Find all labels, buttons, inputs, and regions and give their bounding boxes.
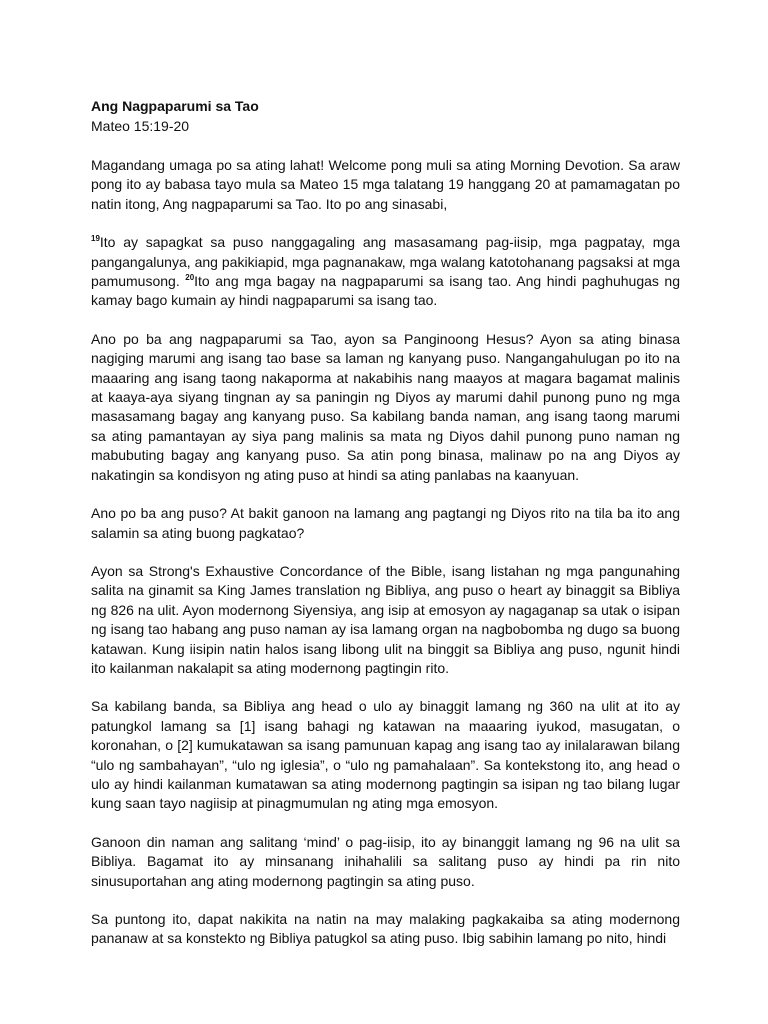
document-title: Ang Nagpaparumi sa Tao [91,98,259,114]
paragraph-question: Ano po ba ang puso? At bakit ganoon na lamang ang pagtangi ng Diyos rito na tila ba ito ang salamin sa ating buong pagkatao? [91,505,680,541]
paragraph-head: Sa kabilang banda, sa Bibliya ang head o ulo ay binaggit lamang ng 360 na ulit at ito ay patungkol lamang sa [1] isang bahagi ng katawan na maaaring iyukod, masugatan, o koronahan, o [2] kumukatawan sa isang pamunuan kapag ang isang tao ay inilalarawan bilang “ulo ng sambahayan”, “ulo ng iglesia”, o “ulo ng pamahalaan”. Sa kontekstong ito, ang head o ulo ay hindi kailanman kumatawan sa ating modernong pagtingin sa isipan ng tao bilang lugar kung saan tayo nagiisip at pinagmumulan ng ating mga emosyon. [91,698,680,812]
verse-20-text: Ito ang mga bagay na nagpaparumi sa isang tao. Ang hindi paghuhugas ng kamay bago kumain ay hindi nagpaparumi sa isang tao. [91,273,681,309]
scripture-reference: Mateo 15:19-20 [91,118,190,134]
paragraph-conclusion: Sa puntong ito, dapat nakikita na natin na may malaking pagkakaiba sa ating modernong pananaw at sa konstekto ng Bibliya patugkol sa ating puso. Ibig sabihin lamang po nito, hindi [91,911,680,947]
paragraph-explanation: Ano po ba ang nagpaparumi sa Tao, ayon sa Panginoong Hesus? Ayon sa ating binasa nagiging marumi ang isang tao base sa laman ng kanyang puso. Nangangahulugan po ito na maaaring ang isang taong nakaporma at nakabihis nang maayos at magara bagamat malinis at kaaya-aya siyang tingnan ay sa paningin ng Diyos ay marumi dahil punong puno ng mga masasamang bagay ang kanyang puso. Sa kabilang banda naman, ang isang taong marumi sa ating pamantayan ay siya pang malinis sa mata ng Diyos dahil punong puno naman ng mabubuting bagay ang kanyang puso. Sa atin pong binasa, malinaw po na ang Diyos ay nakatingin sa kondisyon ng ating puso at hindi sa ating panlabas na kaanyuan. [91,330,680,483]
verse-number-20: 20 [185,273,195,283]
verse-number-19: 19 [91,234,100,244]
paragraph-concordance: Ayon sa Strong's Exhaustive Concordance of the Bible, isang listahan ng mga pangunahing salita na ginamit sa King James translation ng Bibliya, ang puso o heart ay binaggit sa Bibliya ng 826 na ulit. Ayon modernong Siyensiya, ang isip at emosyon ay nagaganap sa utak o isipan ng isang tao habang ang puso naman ay isa lamang organ na nagbobomba ng dugo sa buong katawan. Kung iisipin natin halos isang libong ulit na binggit sa Bibliya ang puso, ngunit hindi ito kailanman nakalapit sa ating modernong pagtingin rito. [91,562,680,676]
paragraph-intro: Magandang umaga po sa ating lahat! Welcome pong muli sa ating Morning Devotion. Sa araw pong ito ay babasa tayo mula sa Mateo 15 mga talatang 19 hanggang 20 at pamamagatan po natin itong, Ang nagpaparumi sa Tao. Ito po ang sinasabi, [91,157,680,212]
paragraph-mind: Ganoon din naman ang salitang ‘mind’ o pag-iisip, ito ay binanggit lamang ng 96 na ulit sa Bibliya. Bagamat ito ay minsanang inihahalili sa salitang puso ay hindi pa rin nito sinusuportahan ang ating modernong pagtingin sa ating puso. [91,833,680,889]
verse-19-text: Ito ay sapagkat sa puso nanggagaling ang masasamang pag-iisip, mga pagpatay, mga pangangalunya, ang pakikiapid, mga pagnanakaw, mga walang katotohanang pagsaksi at mga pamumusong. [91,234,680,290]
paragraph-verses [91,233,680,311]
